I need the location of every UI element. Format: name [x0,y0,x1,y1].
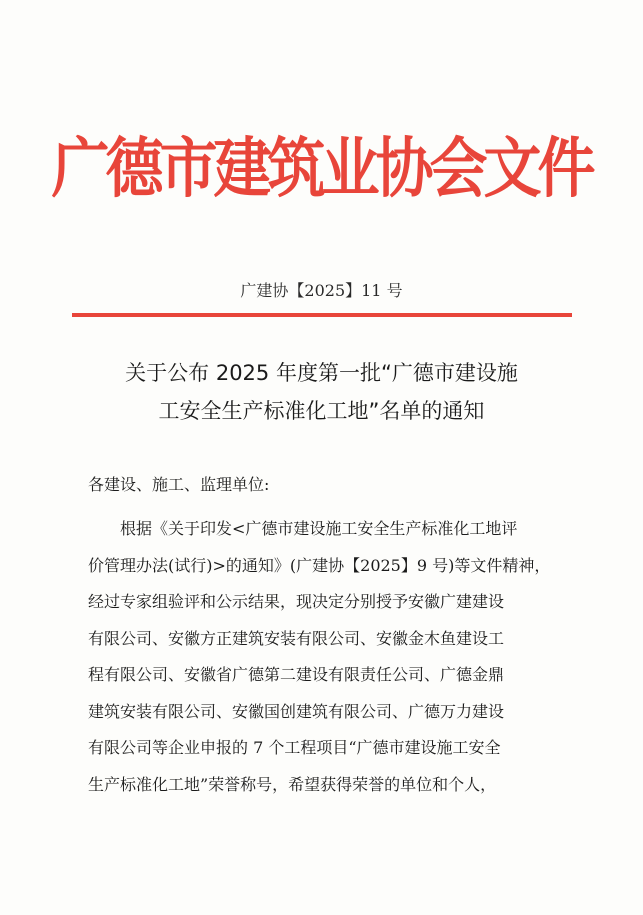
body-line: 建筑安装有限公司、安徽国创建筑有限公司、广德万力建设 [88,701,505,721]
salutation: 各建设、施工、监理单位: [88,475,270,494]
body-line: 程有限公司、安徽省广德第二建设有限责任公司、广德金鼎 [88,665,505,684]
document-number: 广建协【2025】11 号 [240,281,403,300]
notice-title [60,354,583,430]
body-line: 经过专家组验评和公示结果，现决定分别授予安徽广建建设 [88,592,505,611]
body-paragraph [88,511,566,803]
body-line: 有限公司、安徽方正建筑安装有限公司、安徽金木鱼建设工 [88,628,505,648]
body-line: 价管理办法(试行)>的通知》(广建协【2025】9 号)等文件精神， [88,555,551,575]
body-line: 根据《关于印发<广德市建设施工安全生产标准化工地评 [120,519,518,538]
body-line: 生产标准化工地”荣誉称号，希望获得荣誉的单位和个人， [88,774,497,794]
organization-title: 广德市建筑业协会文件 [51,129,592,207]
body-line: 有限公司等企业申报的 7 个工程项目“广德市建设施工安全 [88,738,501,757]
notice-title-line-2: 工安全生产标准化工地”名单的通知 [158,399,485,423]
red-divider-line [72,313,572,317]
notice-title-line-1: 关于公布 2025 年度第一批“广德市建设施 [125,361,518,385]
